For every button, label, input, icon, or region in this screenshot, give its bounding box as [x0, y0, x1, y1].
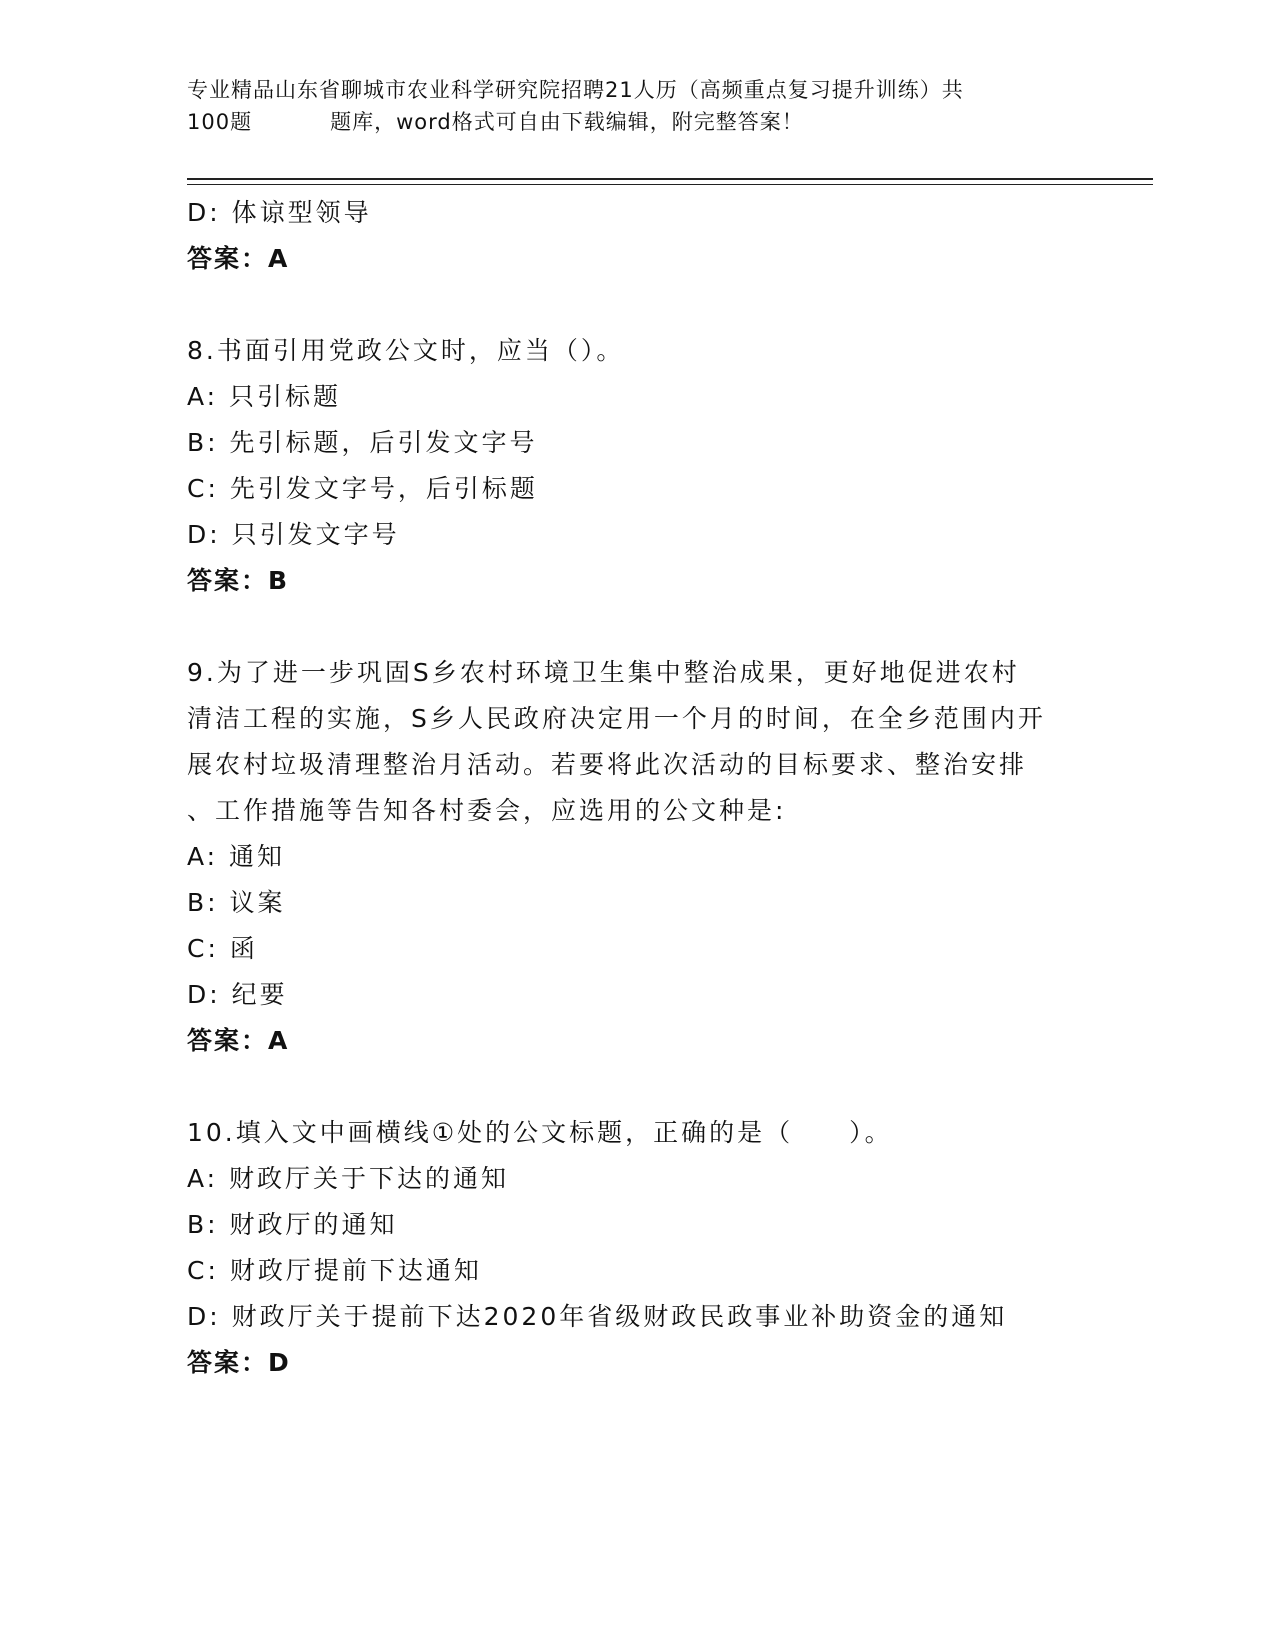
- option-a: A: 财政厅关于下达的通知: [187, 1164, 510, 1193]
- header-line-2: [187, 106, 1087, 138]
- answer: 答案：B: [187, 566, 290, 595]
- question-spacer: [187, 1064, 1087, 1110]
- option-d: D: 财政厅关于提前下达2020年省级财政民政事业补助资金的通知: [187, 1302, 1008, 1331]
- answer: 答案：D: [187, 1348, 291, 1377]
- question-9: [187, 650, 1087, 1064]
- document-header: [187, 74, 1087, 138]
- header-divider-thin: [187, 184, 1153, 185]
- option-b: B: 财政厅的通知: [187, 1210, 398, 1239]
- question-stem: 10.填入文中画横线①处的公文标题，正确的是（ ）。: [187, 1118, 893, 1147]
- option-c: C: 财政厅提前下达通知: [187, 1256, 482, 1285]
- question-stem-line: 、工作措施等告知各村委会，应选用的公文种是:: [187, 796, 787, 825]
- question-stem-line: 清洁工程的实施，S乡人民政府决定用一个月的时间，在全乡范围内开: [187, 704, 1046, 733]
- option-d: D: 纪要: [187, 980, 288, 1009]
- answer: 答案：A: [187, 244, 290, 273]
- answer: 答案：A: [187, 1026, 290, 1055]
- question-stem-line: 9.为了进一步巩固S乡农村环境卫生集中整治成果，更好地促进农村: [187, 658, 1020, 687]
- option-a: A: 通知: [187, 842, 286, 871]
- header-divider-thick: [187, 178, 1153, 180]
- question-spacer: [187, 282, 1087, 328]
- header-line-1: 专业精品山东省聊城市农业科学研究院招聘21人历（高频重点复习提升训练）共: [187, 78, 964, 102]
- question-stem: 8.书面引用党政公文时，应当（）。: [187, 336, 625, 365]
- option-b: B: 议案: [187, 888, 286, 917]
- option-c: C: 函: [187, 934, 258, 963]
- option-d: D: 只引发文字号: [187, 520, 400, 549]
- option-c: C: 先引发文字号，后引标题: [187, 474, 538, 503]
- question-10: [187, 1110, 1087, 1386]
- option-a: A: 只引标题: [187, 382, 342, 411]
- question-stem-line: 展农村垃圾清理整治月活动。若要将此次活动的目标要求、整治安排: [187, 750, 1028, 779]
- question-content: [187, 190, 1087, 1386]
- question-8: [187, 328, 1087, 604]
- question-spacer: [187, 604, 1087, 650]
- header-line-2-end: 题库，word格式可自由下载编辑，附完整答案！: [330, 110, 804, 134]
- option-b: B: 先引标题，后引发文字号: [187, 428, 538, 457]
- previous-question-tail: [187, 190, 1087, 282]
- option-d: D: 体谅型领导: [187, 198, 372, 227]
- header-line-2-start: 100题: [187, 110, 253, 134]
